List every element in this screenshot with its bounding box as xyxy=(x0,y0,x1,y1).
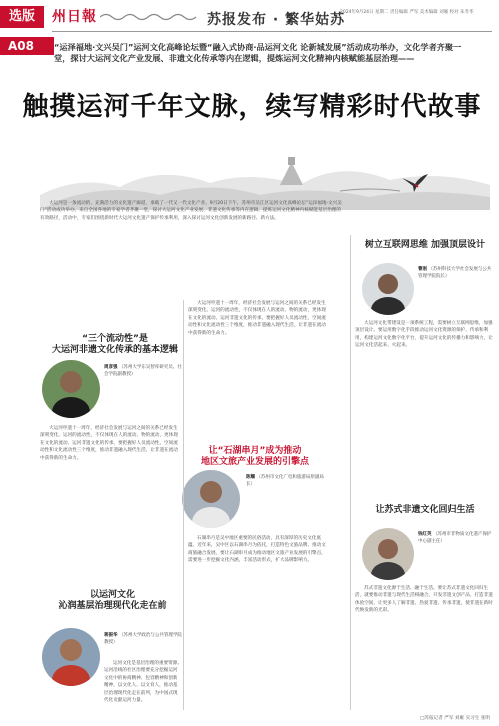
section-body-top-design: 大运河文化带建设是一项系统工程，需要树立互联网思维，加强顶层设计。要运用数字化手段推动运河文化资源的保护、传承和利用，构建运河文化数字化平台，提升运河文化的传播力和影响力，让运河文化活起来、火起来。 xyxy=(355,321,493,349)
portrait-zhou-yanqiang xyxy=(42,360,100,418)
section-tag: 选版 xyxy=(0,6,44,28)
masthead-rule xyxy=(52,31,492,32)
masthead xyxy=(0,0,499,36)
swallow-icon xyxy=(400,172,430,194)
middle-column-text: 大运河申遗十一周年，经济社会发展与运河之间的关系已经发生深刻变化。运河的流动性，不仅体现在人的流动、物的流动，更体现在文化的流动。运河非遗文化的传承，要把握好人员流动性、空间流动性和文化流动性三个维度，推动非遗融入现代生活，让非遗在流动中获得新的生命力。 xyxy=(188,301,326,336)
lead-paragraph: 大运河是一条流动的、充满活力的文化遗产廊道，承载了一代又一代文化产业。9月20日下午，苏州市吴江区运河文化高峰论坛“运泽福地·文兴吴门”活动成功举办。来自全国各地的专家学者齐聚一堂，探讨大运河文化产业发展、非遗文化传承等内在逻辑，提炼运河文化精神内核赋能基层治理的有效路径，活动中，专家们围绕新时代大运河文化遗产保护传承利用，深入探讨运河文化创新发展的新路径、新方法。 xyxy=(40,201,342,221)
headline: 触摸运河千年文脉，续写精彩时代故事 xyxy=(22,92,482,122)
section-title-suzhou-heritage: 让苏式非遗文化回归生活 xyxy=(375,505,475,515)
issue-info: 2024年9月24日 星期二 责任编辑 严军 美术编辑 刘雁 校对 朱冬华 xyxy=(340,10,474,15)
section-title-three-flows: “三个流动性”是 大运河非遗文化传承的基本逻辑 xyxy=(51,334,178,355)
column-title: 苏报发布 · 繁华姑苏 xyxy=(207,12,346,28)
column-divider xyxy=(350,235,351,710)
portrait-chen-yao xyxy=(182,470,240,528)
section-title-shihu-moon: 让“石湖串月”成为推动 地区文旅产业发展的引擎点 xyxy=(200,446,309,467)
bio-jiang-zhenhua: 蒋振华 （苏州大学政治与公共管理学院教授） xyxy=(104,633,182,645)
bio-chen-yao: 陈耀 （苏州市文化广电和旅游局原副局长） xyxy=(246,475,324,487)
section-body-grassroots-governance: 运河文化是基层治理的重要资源。运河沿线的社区治理要充分挖掘运河文化中的协商精神、包容精神和创新精神，以文化人、以文育人，推动基层治理现代化走在前列，为中国式现代化贡献运河力量。 xyxy=(104,661,182,704)
bio-zhou-yanqiang: 周彦强 （苏州大学东吴智库研究员、社会学院副教授） xyxy=(104,365,182,377)
bio-cao-gang: 曹刚 （苏州科技大学社会发展与公共管理学院院长） xyxy=(418,267,492,279)
column-divider xyxy=(183,300,184,710)
subheadline: “运泽福地·文兴吴门”运河文化高峰论坛暨“融入式协商·品运河文化 论新城发展”活动成功举办，文化学者齐聚一堂，探讨大运河文化产业发展、非遗文化传承等内在逻辑，提炼运河文化精神内核赋能基层治理—— xyxy=(54,42,462,63)
section-title-top-design: 树立互联网思维 加强顶层设计 xyxy=(364,240,486,250)
bio-qian-hongying: 钱红英 （苏州市非物质文化遗产保护中心副主任） xyxy=(418,532,492,544)
portrait-qian-hongying xyxy=(362,528,414,580)
byline: □苏报记者 严军 刘雁 实习生 张明 xyxy=(420,716,490,721)
newspaper-logo: 州日報 xyxy=(52,9,97,25)
page-number: A08 xyxy=(0,37,54,55)
ink-landscape-illustration xyxy=(40,125,490,210)
wave-ornament-icon xyxy=(100,12,200,22)
section-title-grassroots-governance: 以运河文化 沁润基层治理现代化走在前 xyxy=(58,590,167,611)
portrait-cao-gang xyxy=(362,263,414,315)
section-body-shihu-moon: 石湖串月是吴中地区重要的民俗活动，具有深厚的历史文化底蕴。近年来，吴中区以石湖串月为依托，打造特色文旅品牌，推动文商旅融合发展。要让石湖串月成为推动地区文旅产业发展的引擎点，需要进一步挖掘文化内涵，丰富活动形式，扩大品牌影响力。 xyxy=(188,536,326,564)
section-body-suzhou-heritage: 苏式非遗文化源于生活、融于生活。要让苏式非遗文化回归生活，就要推动非遗与现代生活相融合，开发非遗文创产品，打造非遗体验空间，让更多人了解非遗、热爱非遗、传承非遗，使非遗在新时代焕发新的光彩。 xyxy=(355,586,493,614)
portrait-jiang-zhenhua xyxy=(42,628,100,686)
section-body-three-flows: 大运河申遗十一周年，经济社会发展与运河之间的关系已经发生深刻变化。运河的流动性，不仅体现在人的流动、物的流动，更体现在文化的流动。运河非遗文化的传承，要把握好人员流动性、空间流动性和文化流动性三个维度，推动非遗融入现代生活，让非遗在流动中获得新的生命力。 xyxy=(40,426,178,461)
